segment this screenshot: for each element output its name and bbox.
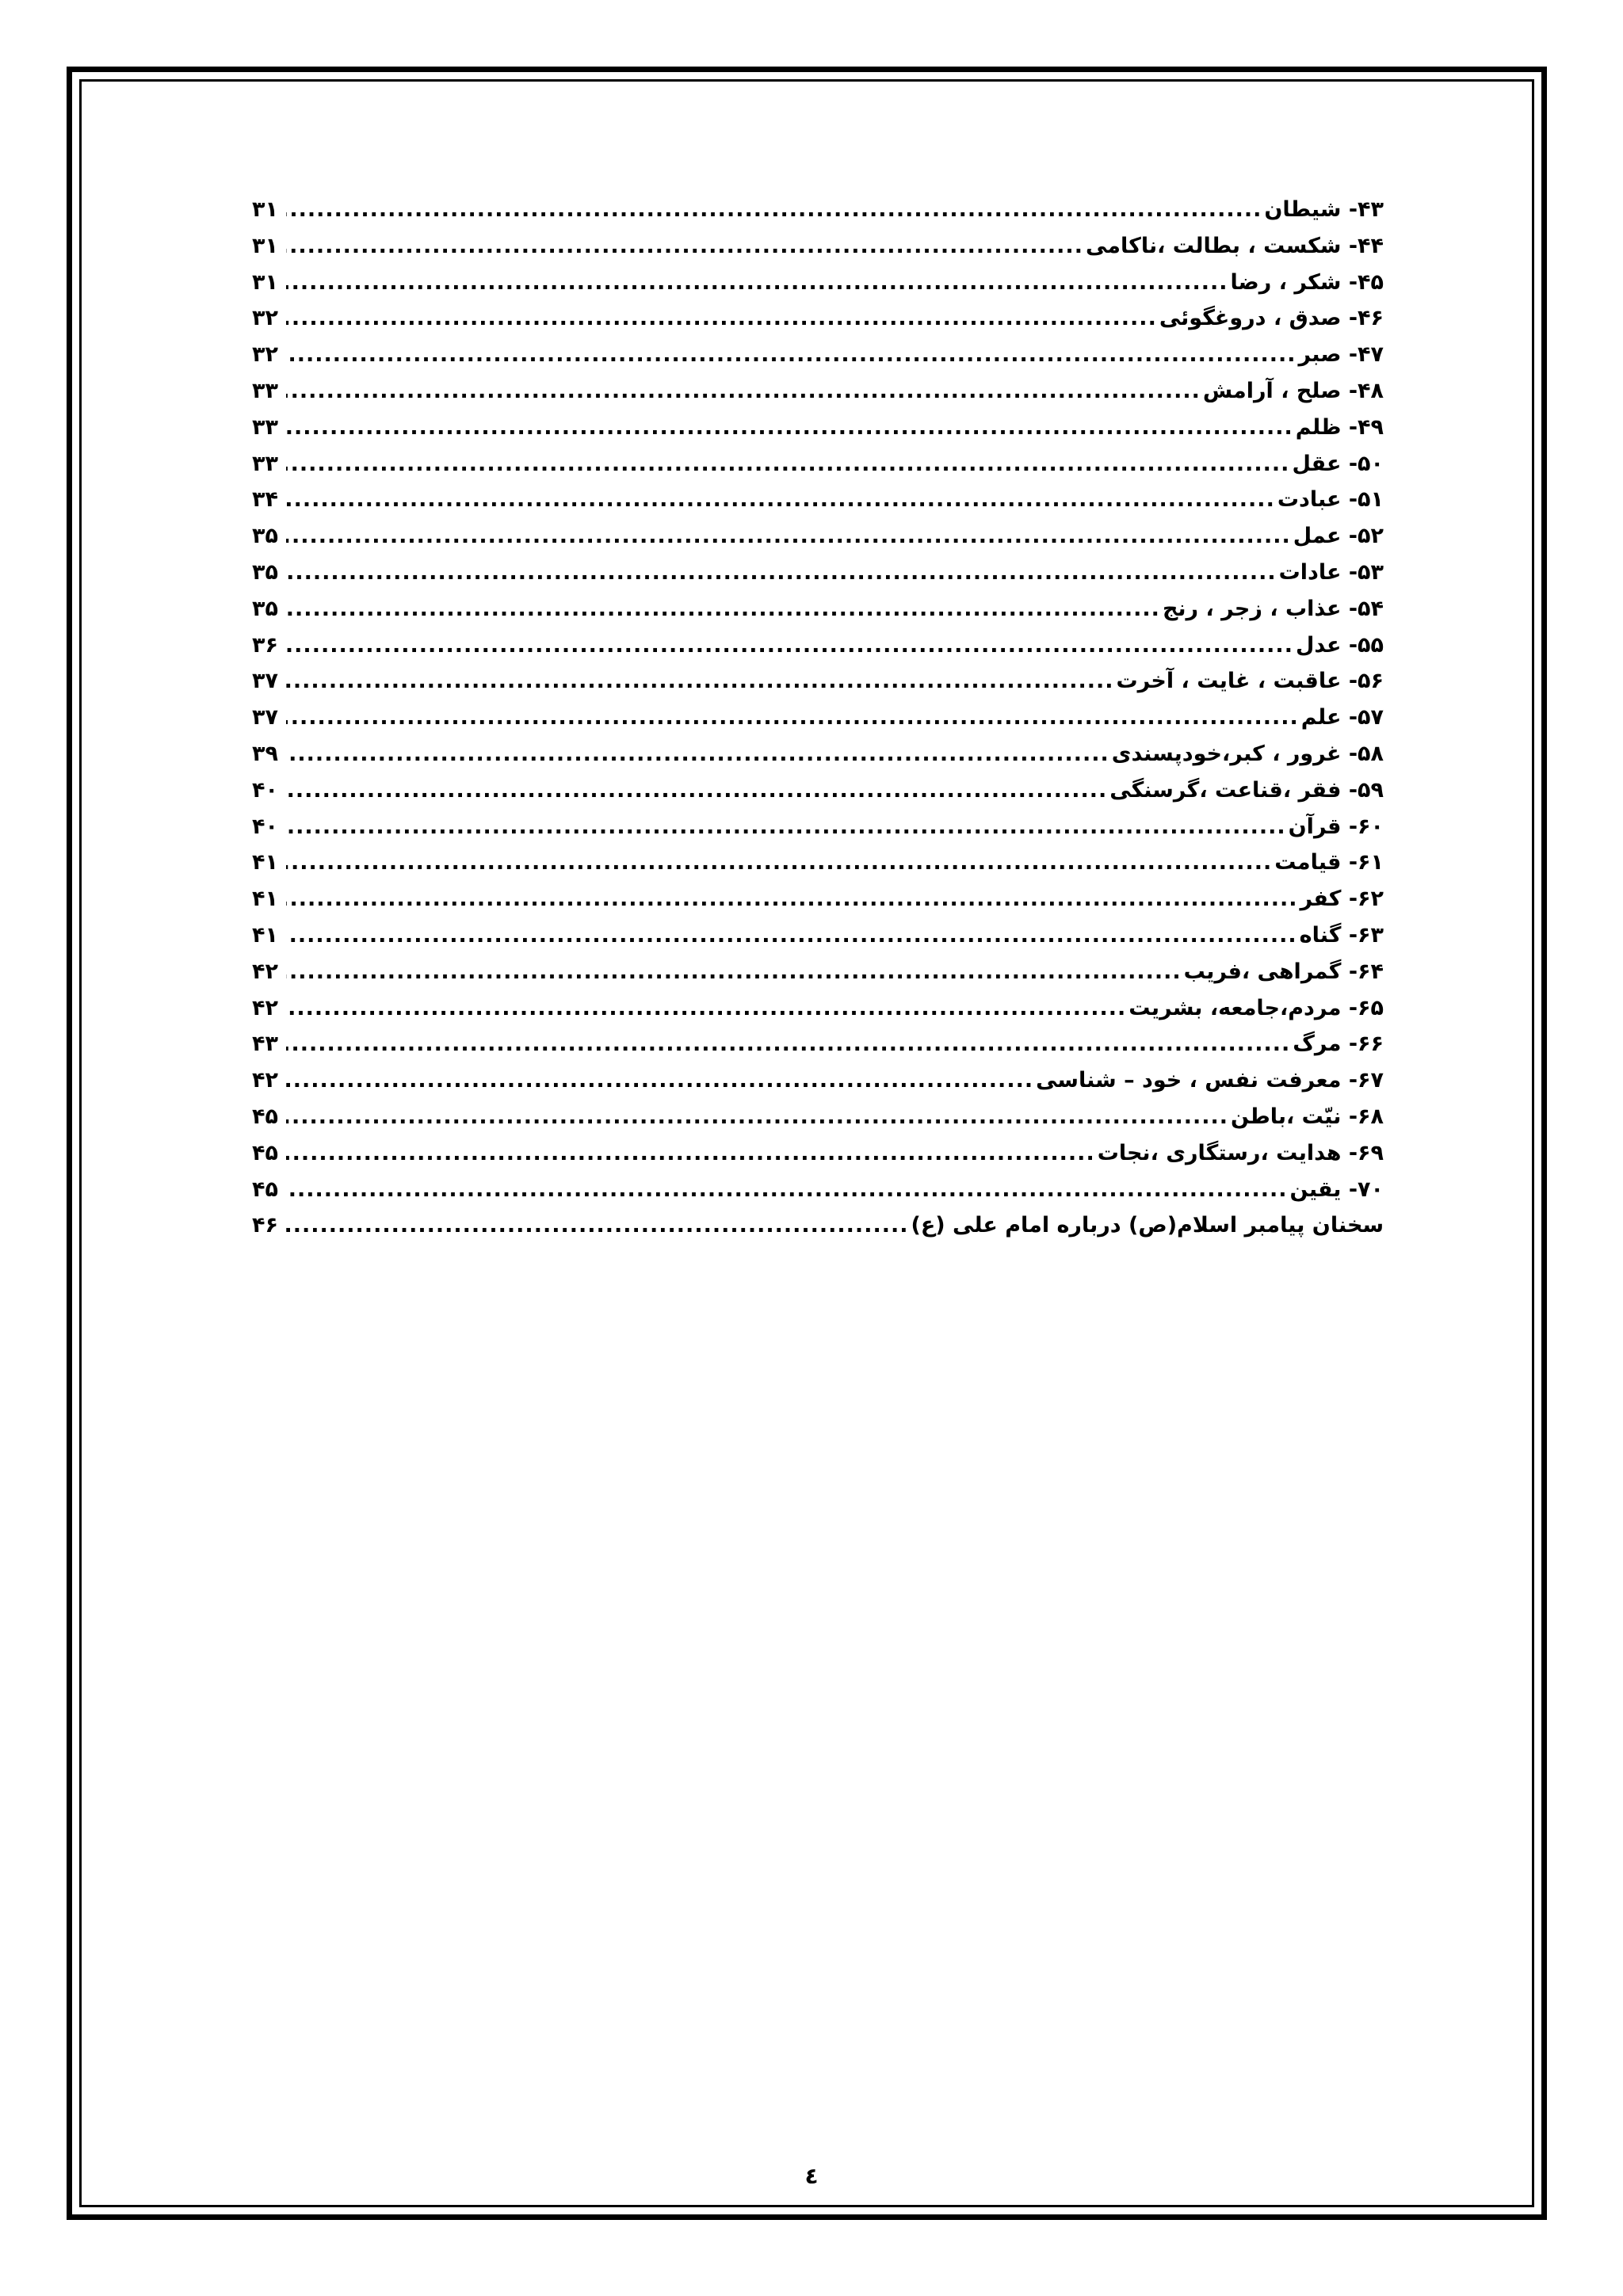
toc-entry-page: ۴۱ bbox=[252, 887, 278, 912]
toc-entry-page: ۳۱ bbox=[252, 197, 278, 222]
toc-dot-leader bbox=[286, 1062, 1033, 1099]
toc-entry bbox=[252, 1026, 1384, 1062]
toc-dot-leader bbox=[286, 990, 1126, 1027]
toc-entry-title: ۴۴- شکست ، بطالت ،ناکامی bbox=[1085, 233, 1384, 258]
table-of-contents bbox=[252, 192, 1384, 1244]
toc-entry bbox=[252, 482, 1384, 518]
toc-entry bbox=[252, 591, 1384, 627]
toc-entry-page: ۳۷ bbox=[252, 669, 278, 694]
toc-entry-page: ۳۱ bbox=[252, 269, 278, 295]
toc-entry bbox=[252, 700, 1384, 736]
toc-dot-leader bbox=[286, 845, 1272, 881]
toc-entry-page: ۴۵ bbox=[252, 1177, 278, 1202]
toc-entry-title: ۴۹- ظلم bbox=[1295, 414, 1384, 440]
toc-entry-page: ۴۵ bbox=[252, 1104, 278, 1129]
toc-entry-title: ۶۹- هدایت ،رستگاری ،نجات bbox=[1097, 1140, 1384, 1165]
toc-entry-page: ۳۵ bbox=[252, 559, 278, 585]
toc-entry-title: ۵۶- عاقبت ، غایت ، آخرت bbox=[1116, 669, 1384, 694]
toc-entry bbox=[252, 410, 1384, 446]
toc-entry-title: ۴۸- صلح ، آرامش bbox=[1202, 378, 1384, 403]
toc-entry-title: ۵۹- فقر ،قناعت ،گرسنگی bbox=[1109, 777, 1384, 803]
toc-entry-page: ۳۳ bbox=[252, 414, 278, 440]
toc-entry-title: ۶۰- قرآن bbox=[1288, 814, 1384, 839]
toc-entry-title: ۴۳- شیطان bbox=[1264, 197, 1384, 222]
page-number: ٤ bbox=[804, 2163, 819, 2189]
toc-entry bbox=[252, 337, 1384, 373]
toc-entry-page: ۳۷ bbox=[252, 705, 278, 730]
toc-entry-page: ۳۲ bbox=[252, 342, 278, 368]
toc-entry-page: ۳۹ bbox=[252, 741, 278, 766]
toc-dot-leader bbox=[286, 337, 1296, 373]
toc-entry-title: ۵۳- عادات bbox=[1278, 559, 1384, 585]
toc-entry bbox=[252, 518, 1384, 555]
toc-entry bbox=[252, 446, 1384, 482]
toc-entry-title: ۵۵- عدل bbox=[1295, 632, 1384, 658]
toc-entry bbox=[252, 809, 1384, 845]
toc-entry-page: ۴۶ bbox=[252, 1213, 278, 1238]
toc-entry-title: سخنان پیامبر اسلام(ص) درباره امام علی (ع) bbox=[911, 1213, 1384, 1238]
toc-entry-title: ۵۰- عقل bbox=[1292, 451, 1384, 476]
toc-entry bbox=[252, 845, 1384, 881]
toc-dot-leader bbox=[286, 1207, 908, 1244]
toc-entry bbox=[252, 627, 1384, 664]
toc-dot-leader bbox=[286, 700, 1299, 736]
toc-dot-leader bbox=[286, 192, 1262, 228]
toc-entry bbox=[252, 663, 1384, 700]
toc-entry bbox=[252, 555, 1384, 591]
toc-entry bbox=[252, 736, 1384, 772]
toc-entry-title: ۵۸- غرور ، کبر،خودپسندی bbox=[1111, 741, 1384, 766]
toc-dot-leader bbox=[286, 555, 1277, 591]
toc-entry bbox=[252, 1135, 1384, 1172]
toc-entry-title: ۴۷- صبر bbox=[1298, 342, 1384, 368]
toc-dot-leader bbox=[286, 1172, 1288, 1208]
toc-entry-page: ۴۰ bbox=[252, 814, 278, 839]
toc-dot-leader bbox=[286, 772, 1107, 809]
toc-entry-title: ۵۷- علم bbox=[1300, 705, 1384, 730]
toc-dot-leader bbox=[286, 265, 1228, 301]
toc-entry bbox=[252, 228, 1384, 265]
toc-dot-leader bbox=[286, 518, 1291, 555]
toc-dot-leader bbox=[286, 627, 1293, 664]
toc-dot-leader bbox=[286, 373, 1201, 410]
toc-entry bbox=[252, 917, 1384, 954]
toc-entry bbox=[252, 954, 1384, 990]
toc-entry-title: ۶۴- گمراهی ،فریب bbox=[1183, 959, 1384, 984]
toc-entry-page: ۳۳ bbox=[252, 451, 278, 476]
toc-entry-title: ۵۴- عذاب ، زجر ، رنج bbox=[1162, 596, 1384, 621]
toc-entry-page: ۳۵ bbox=[252, 524, 278, 549]
toc-entry bbox=[252, 265, 1384, 301]
toc-entry-page: ۳۳ bbox=[252, 378, 278, 403]
toc-entry-page: ۴۳ bbox=[252, 1032, 278, 1057]
toc-entry bbox=[252, 1172, 1384, 1208]
toc-entry-title: ۶۳- گناه bbox=[1299, 922, 1384, 948]
toc-entry bbox=[252, 373, 1384, 410]
toc-entry-page: ۳۶ bbox=[252, 632, 278, 658]
toc-entry-page: ۴۰ bbox=[252, 777, 278, 803]
toc-dot-leader bbox=[286, 591, 1160, 627]
toc-entry-page: ۴۱ bbox=[252, 850, 278, 875]
toc-entry bbox=[252, 772, 1384, 809]
toc-entry-title: ۵۲- عمل bbox=[1293, 524, 1384, 549]
toc-entry-page: ۴۲ bbox=[252, 959, 278, 984]
toc-dot-leader bbox=[286, 917, 1297, 954]
toc-entry-title: ۶۶- مرگ bbox=[1293, 1032, 1384, 1057]
toc-dot-leader bbox=[286, 881, 1297, 917]
toc-dot-leader bbox=[286, 1099, 1228, 1135]
toc-entry bbox=[252, 1062, 1384, 1099]
toc-dot-leader bbox=[286, 809, 1286, 845]
toc-entry-title: ۶۷- معرفت نفس ، خود – شناسی bbox=[1036, 1068, 1384, 1093]
toc-dot-leader bbox=[286, 446, 1289, 482]
toc-dot-leader bbox=[286, 663, 1114, 700]
toc-entry-page: ۴۱ bbox=[252, 922, 278, 948]
toc-entry-page: ۳۱ bbox=[252, 233, 278, 258]
toc-entry bbox=[252, 300, 1384, 337]
toc-entry-page: ۳۲ bbox=[252, 306, 278, 331]
toc-entry-title: ۴۶- صدق ، دروغگوئی bbox=[1159, 306, 1384, 331]
toc-entry bbox=[252, 1099, 1384, 1135]
toc-entry-title: ۷۰- یقین bbox=[1289, 1177, 1384, 1202]
toc-dot-leader bbox=[286, 228, 1083, 265]
toc-entry-page: ۳۵ bbox=[252, 596, 278, 621]
toc-dot-leader bbox=[286, 300, 1157, 337]
toc-dot-leader bbox=[286, 482, 1275, 518]
toc-dot-leader bbox=[286, 1135, 1095, 1172]
toc-entry-page: ۴۵ bbox=[252, 1140, 278, 1165]
toc-entry-page: ۴۲ bbox=[252, 995, 278, 1020]
toc-entry bbox=[252, 192, 1384, 228]
toc-dot-leader bbox=[286, 1026, 1290, 1062]
toc-entry-title: ۴۵- شکر ، رضا bbox=[1230, 269, 1384, 295]
toc-entry-page: ۴۲ bbox=[252, 1068, 278, 1093]
toc-dot-leader bbox=[286, 410, 1293, 446]
toc-entry-title: ۵۱- عبادت bbox=[1277, 487, 1384, 513]
toc-entry-title: ۶۱- قیامت bbox=[1274, 850, 1384, 875]
toc-entry bbox=[252, 990, 1384, 1027]
toc-entry-title: ۶۲- کفر bbox=[1300, 887, 1384, 912]
toc-entry-title: ۶۸- نیّت ،باطن bbox=[1231, 1104, 1384, 1129]
toc-dot-leader bbox=[286, 954, 1182, 990]
toc-entry bbox=[252, 1207, 1384, 1244]
toc-entry bbox=[252, 881, 1384, 917]
toc-entry-title: ۶۵- مردم،جامعه، بشریت bbox=[1128, 995, 1384, 1020]
toc-dot-leader bbox=[286, 736, 1109, 772]
toc-entry-page: ۳۴ bbox=[252, 487, 278, 513]
